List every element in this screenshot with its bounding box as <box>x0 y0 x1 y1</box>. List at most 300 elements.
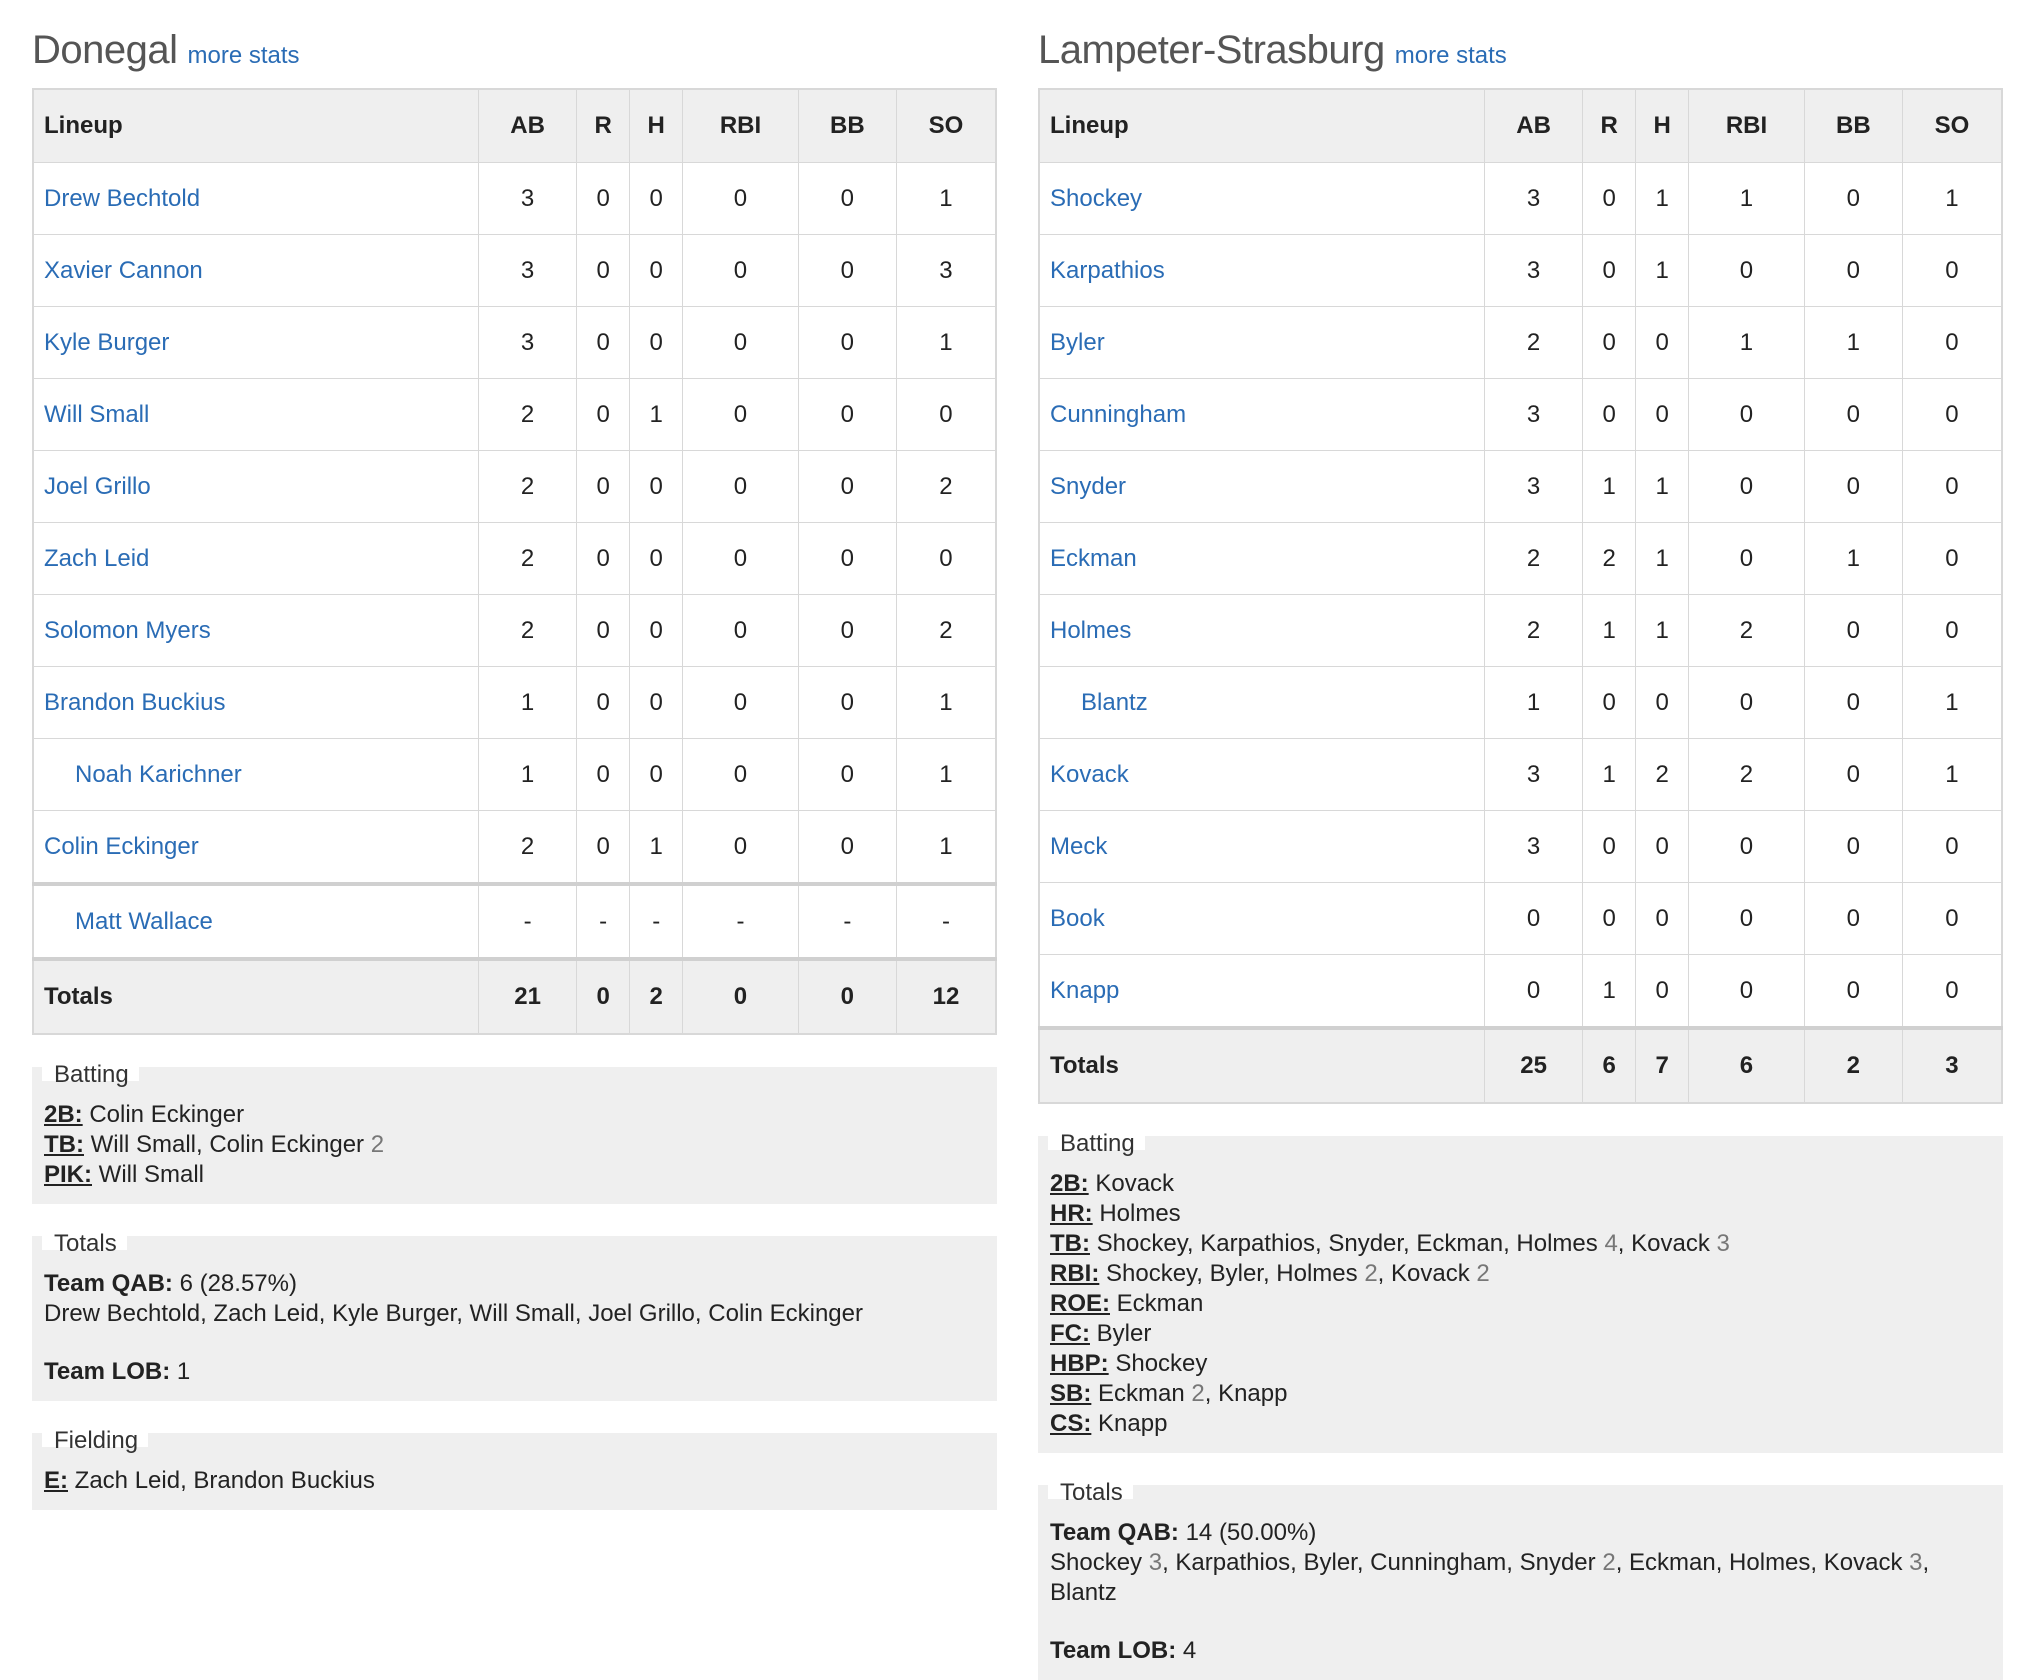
stat-bb: 0 <box>1804 739 1902 811</box>
stat-r: 0 <box>577 451 630 523</box>
stat-so: 3 <box>896 235 996 307</box>
column-header-lineup: Lineup <box>33 89 479 163</box>
player-name-cell <box>33 307 479 379</box>
stat-count: 2 <box>1476 1260 1490 1287</box>
total-bb: 2 <box>1804 1028 1902 1103</box>
stat-text: Eckman <box>1110 1290 1204 1317</box>
lineup-totals <box>33 959 996 1034</box>
player-link[interactable]: Cunningham <box>1050 400 1187 428</box>
batting-box <box>1038 1130 2003 1453</box>
player-name-cell <box>33 379 479 451</box>
player-link[interactable]: Joel Grillo <box>44 472 151 500</box>
player-name-cell <box>1039 883 1485 955</box>
player-name-cell <box>33 235 479 307</box>
player-name-cell <box>33 451 479 523</box>
stat-text: , Eckman, Holmes, Kovack <box>1615 1549 1910 1576</box>
stat-count: 2 <box>1602 1549 1616 1576</box>
stat-abbr: HR: <box>1050 1200 1093 1227</box>
team-lob-label: Team LOB: <box>44 1358 171 1385</box>
stat-h: 1 <box>1636 163 1689 235</box>
stat-bb: 0 <box>1804 379 1902 451</box>
stat-ab: 3 <box>479 307 577 379</box>
player-name-cell <box>1039 811 1485 883</box>
stat-ab: 1 <box>479 667 577 739</box>
stat-so: 1 <box>896 307 996 379</box>
stat-so: 0 <box>1902 451 2002 523</box>
total-ab: 25 <box>1485 1028 1583 1103</box>
player-link[interactable]: Byler <box>1050 328 1105 356</box>
stat-so: 0 <box>1902 307 2002 379</box>
stat-rbi: 0 <box>1689 811 1805 883</box>
stat-rbi: 0 <box>683 235 799 307</box>
column-header-rbi: RBI <box>1689 89 1805 163</box>
stat-text: , Knapp <box>1204 1380 1288 1407</box>
stat-r: 1 <box>1583 955 1636 1029</box>
stat-line <box>1050 1349 1991 1379</box>
stat-rbi: 0 <box>1689 235 1805 307</box>
player-row <box>33 379 996 451</box>
stat-h: 1 <box>630 811 683 885</box>
stat-h: - <box>630 884 683 959</box>
player-row <box>33 739 996 811</box>
player-row <box>33 307 996 379</box>
stat-text: Kovack <box>1088 1170 1175 1197</box>
stat-count: 2 <box>1191 1380 1205 1407</box>
stat-abbr: RBI: <box>1050 1260 1100 1287</box>
stat-bb: - <box>798 884 896 959</box>
lineup-table <box>32 88 997 1035</box>
stat-r: 0 <box>1583 163 1636 235</box>
lineup-header <box>1039 89 2002 163</box>
column-header-h: H <box>1636 89 1689 163</box>
stat-text: Shockey <box>1108 1350 1208 1377</box>
stat-h: 0 <box>1636 379 1689 451</box>
stat-r: - <box>577 884 630 959</box>
lineup-body <box>1039 163 2002 1029</box>
stat-bb: 0 <box>798 235 896 307</box>
player-link[interactable]: Will Small <box>44 400 150 428</box>
player-name-cell <box>1039 595 1485 667</box>
player-row <box>33 595 996 667</box>
stat-text: Holmes <box>1092 1200 1181 1227</box>
player-row <box>1039 955 2002 1029</box>
stat-so: 2 <box>896 595 996 667</box>
stat-bb: 0 <box>798 739 896 811</box>
stat-rbi: 0 <box>1689 379 1805 451</box>
player-link[interactable]: Knapp <box>1050 976 1120 1004</box>
stat-r: 0 <box>577 523 630 595</box>
player-name-cell <box>1039 235 1485 307</box>
totals-row <box>1039 1028 2002 1103</box>
player-link[interactable]: Meck <box>1050 832 1108 860</box>
stat-text: Will Small, Colin Eckinger <box>83 1131 371 1158</box>
stat-rbi: 0 <box>683 451 799 523</box>
player-link[interactable]: Blantz <box>1081 688 1148 716</box>
player-link[interactable]: Holmes <box>1050 616 1132 644</box>
column-header-r: R <box>577 89 630 163</box>
batting-box <box>32 1061 997 1204</box>
team-section-lampeter-strasburg <box>1038 28 2003 1680</box>
stat-r: 0 <box>1583 235 1636 307</box>
player-name-cell <box>1039 955 1485 1029</box>
stat-bb: 0 <box>1804 883 1902 955</box>
stat-h: 1 <box>1636 235 1689 307</box>
stat-ab: 2 <box>479 523 577 595</box>
stat-ab: 2 <box>479 811 577 885</box>
team-qab-line <box>1050 1518 1991 1548</box>
stat-h: 1 <box>630 379 683 451</box>
stat-r: 0 <box>1583 883 1636 955</box>
batting-box-title: Batting <box>1048 1126 1145 1150</box>
stat-bb: 0 <box>1804 163 1902 235</box>
stat-count: 2 <box>370 1131 385 1158</box>
stat-text: , <box>1922 1549 1930 1576</box>
player-row <box>33 451 996 523</box>
stat-h: 1 <box>1636 523 1689 595</box>
totals-row <box>33 959 996 1034</box>
stat-ab: 0 <box>1485 955 1583 1029</box>
stat-h: 0 <box>630 595 683 667</box>
stat-text: Byler <box>1089 1320 1152 1347</box>
player-row <box>1039 595 2002 667</box>
player-name-cell <box>33 595 479 667</box>
stat-text: Shockey, Byler, Holmes <box>1099 1260 1365 1287</box>
totals-label: Totals <box>33 959 479 1034</box>
stat-h: 0 <box>630 451 683 523</box>
team-lob-value: 1 <box>170 1358 191 1385</box>
player-row <box>1039 163 2002 235</box>
team-qab-players <box>44 1299 985 1329</box>
stat-bb: 0 <box>1804 811 1902 883</box>
stat-rbi: 0 <box>683 595 799 667</box>
stat-bb: 1 <box>1804 523 1902 595</box>
more-stats-link[interactable]: more stats <box>1394 42 1507 69</box>
team-lob-value: 4 <box>1176 1637 1197 1664</box>
stat-h: 0 <box>630 307 683 379</box>
header-row <box>33 89 996 163</box>
stat-ab: 2 <box>1485 595 1583 667</box>
stat-ab: 3 <box>479 235 577 307</box>
team-lob-label: Team LOB: <box>1050 1637 1177 1664</box>
stat-r: 0 <box>577 235 630 307</box>
column-header-ab: AB <box>479 89 577 163</box>
team-qab-label: Team QAB: <box>1050 1519 1179 1546</box>
stat-ab: 2 <box>479 595 577 667</box>
stat-bb: 0 <box>798 451 896 523</box>
stat-abbr: ROE: <box>1050 1290 1110 1317</box>
stat-abbr: SB: <box>1050 1380 1092 1407</box>
stat-abbr: PIK: <box>44 1161 92 1188</box>
stat-so: 1 <box>896 163 996 235</box>
player-row <box>1039 451 2002 523</box>
team-qab-value: 14 (50.00%) <box>1178 1519 1317 1546</box>
stat-so: 2 <box>896 451 996 523</box>
team-qab-label: Team QAB: <box>44 1270 173 1297</box>
stat-r: 0 <box>577 667 630 739</box>
stat-rbi: 0 <box>683 523 799 595</box>
stat-text: Blantz <box>1050 1579 1117 1606</box>
stat-abbr: CS: <box>1050 1410 1092 1437</box>
player-link[interactable]: Matt Wallace <box>75 907 213 935</box>
player-name-cell <box>1039 163 1485 235</box>
stat-so: - <box>896 884 996 959</box>
stat-so: 1 <box>896 811 996 885</box>
player-name-cell <box>33 739 479 811</box>
stat-line <box>44 1100 985 1130</box>
stat-abbr: 2B: <box>44 1101 83 1128</box>
stat-so: 1 <box>896 739 996 811</box>
stat-r: 0 <box>577 595 630 667</box>
total-ab: 21 <box>479 959 577 1034</box>
player-link[interactable]: Solomon Myers <box>44 616 211 644</box>
lineup-body <box>33 163 996 960</box>
stat-so: 0 <box>1902 811 2002 883</box>
player-name-cell <box>33 163 479 235</box>
stat-rbi: 0 <box>683 307 799 379</box>
stat-line <box>1050 1319 1991 1349</box>
stat-so: 1 <box>1902 667 2002 739</box>
stat-so: 1 <box>1902 739 2002 811</box>
stat-h: 0 <box>630 163 683 235</box>
team-qab-players <box>1050 1548 1991 1608</box>
stat-rbi: 0 <box>1689 523 1805 595</box>
player-name-cell <box>33 523 479 595</box>
player-name-cell <box>33 811 479 885</box>
more-stats-link[interactable]: more stats <box>187 42 300 69</box>
stat-count: 3 <box>1716 1230 1730 1257</box>
team-header <box>32 28 997 86</box>
stat-h: 0 <box>630 739 683 811</box>
player-name-cell <box>33 667 479 739</box>
stat-bb: 0 <box>1804 595 1902 667</box>
team-totals-box-title: Totals <box>42 1226 127 1250</box>
player-row <box>1039 883 2002 955</box>
stat-text: Shockey <box>1050 1549 1149 1576</box>
stat-text: Will Small <box>92 1161 204 1188</box>
team-lob-line <box>1050 1636 1991 1666</box>
player-name-cell <box>1039 739 1485 811</box>
stat-text: Knapp <box>1091 1410 1168 1437</box>
player-link[interactable]: Kyle Burger <box>44 328 170 356</box>
stat-r: 0 <box>1583 379 1636 451</box>
spacer <box>1050 1608 1991 1636</box>
stat-abbr: TB: <box>44 1131 84 1158</box>
spacer <box>44 1329 985 1357</box>
column-header-rbi: RBI <box>683 89 799 163</box>
stat-bb: 0 <box>1804 955 1902 1029</box>
stat-so: 0 <box>1902 379 2002 451</box>
team-section-donegal <box>32 28 997 1510</box>
stat-text: Zach Leid, Brandon Buckius <box>68 1467 375 1494</box>
stat-abbr: FC: <box>1050 1320 1090 1347</box>
player-row <box>33 667 996 739</box>
stat-so: 0 <box>1902 595 2002 667</box>
total-r: 0 <box>577 959 630 1034</box>
stat-r: 0 <box>1583 667 1636 739</box>
player-link[interactable]: Noah Karichner <box>75 760 242 788</box>
team-qab-line <box>44 1269 985 1299</box>
player-row <box>1039 739 2002 811</box>
stat-r: 0 <box>577 163 630 235</box>
stat-r: 0 <box>1583 811 1636 883</box>
team-name: Lampeter-Strasburg <box>1038 28 1385 72</box>
batting-box-title: Batting <box>42 1057 139 1081</box>
stat-r: 0 <box>577 307 630 379</box>
lineup-totals <box>1039 1028 2002 1103</box>
stat-ab: 3 <box>1485 235 1583 307</box>
stat-ab: 0 <box>1485 883 1583 955</box>
player-link[interactable]: Zach Leid <box>44 544 150 572</box>
stat-text: Colin Eckinger <box>82 1101 245 1128</box>
player-link[interactable]: Brandon Buckius <box>44 688 226 716</box>
stat-so: 0 <box>1902 955 2002 1029</box>
total-h: 7 <box>1636 1028 1689 1103</box>
stat-so: 0 <box>896 379 996 451</box>
stat-bb: 0 <box>1804 235 1902 307</box>
stat-line <box>1050 1199 1991 1229</box>
player-row <box>33 811 996 885</box>
stat-so: 0 <box>896 523 996 595</box>
player-name-cell <box>1039 667 1485 739</box>
stat-r: 1 <box>1583 739 1636 811</box>
stat-rbi: 2 <box>1689 739 1805 811</box>
total-so: 12 <box>896 959 996 1034</box>
stat-abbr: 2B: <box>1050 1170 1089 1197</box>
stat-bb: 0 <box>1804 667 1902 739</box>
player-link[interactable]: Shockey <box>1050 184 1143 212</box>
stat-text: , Kovack <box>1377 1260 1477 1287</box>
stat-line <box>1050 1229 1991 1259</box>
stat-ab: 3 <box>479 163 577 235</box>
stat-ab: - <box>479 884 577 959</box>
stat-rbi: 0 <box>1689 667 1805 739</box>
stat-so: 0 <box>1902 883 2002 955</box>
stat-line <box>1050 1409 1991 1439</box>
player-row <box>33 523 996 595</box>
stat-rbi: 0 <box>1689 883 1805 955</box>
player-row <box>1039 379 2002 451</box>
stat-abbr: TB: <box>1050 1230 1090 1257</box>
stat-h: 0 <box>1636 811 1689 883</box>
player-row <box>1039 667 2002 739</box>
stat-ab: 3 <box>1485 379 1583 451</box>
team-totals-box <box>32 1230 997 1401</box>
player-link[interactable]: Drew Bechtold <box>44 184 201 212</box>
stat-line <box>1050 1259 1991 1289</box>
column-header-h: H <box>630 89 683 163</box>
stat-text: , Karpathios, Byler, Cunningham, Snyder <box>1162 1549 1603 1576</box>
player-name-cell <box>1039 307 1485 379</box>
stat-r: 0 <box>577 811 630 885</box>
stat-bb: 0 <box>798 307 896 379</box>
stat-h: 0 <box>1636 307 1689 379</box>
column-header-ab: AB <box>1485 89 1583 163</box>
player-row <box>1039 235 2002 307</box>
stat-text: , Kovack <box>1617 1230 1717 1257</box>
stat-bb: 0 <box>798 523 896 595</box>
stat-rbi: 0 <box>683 739 799 811</box>
total-so: 3 <box>1902 1028 2002 1103</box>
stat-ab: 1 <box>479 739 577 811</box>
stat-rbi: 1 <box>1689 307 1805 379</box>
total-rbi: 6 <box>1689 1028 1805 1103</box>
stat-rbi: 0 <box>683 163 799 235</box>
total-r: 6 <box>1583 1028 1636 1103</box>
fielding-box-title: Fielding <box>42 1423 148 1447</box>
player-name-cell <box>33 884 479 959</box>
player-name-cell <box>1039 451 1485 523</box>
stat-bb: 0 <box>1804 451 1902 523</box>
stat-ab: 3 <box>1485 451 1583 523</box>
player-link[interactable]: Snyder <box>1050 472 1127 500</box>
stat-line <box>1050 1379 1991 1409</box>
stat-h: 0 <box>630 667 683 739</box>
player-link[interactable]: Xavier Cannon <box>44 256 203 284</box>
lineup-header <box>33 89 996 163</box>
stat-abbr: HBP: <box>1050 1350 1109 1377</box>
stat-rbi: 0 <box>683 667 799 739</box>
column-header-bb: BB <box>798 89 896 163</box>
lineup-table <box>1038 88 2003 1104</box>
stat-abbr: E: <box>44 1467 68 1494</box>
team-totals-box <box>1038 1479 2003 1680</box>
stat-line <box>44 1160 985 1190</box>
stat-ab: 3 <box>1485 163 1583 235</box>
stat-line <box>44 1466 985 1496</box>
player-row <box>1039 811 2002 883</box>
stat-ab: 3 <box>1485 739 1583 811</box>
stat-h: 0 <box>1636 955 1689 1029</box>
team-header <box>1038 28 2003 86</box>
player-link[interactable]: Colin Eckinger <box>44 832 199 860</box>
player-row <box>33 235 996 307</box>
stat-rbi: 2 <box>1689 595 1805 667</box>
stat-so: 0 <box>1902 523 2002 595</box>
column-header-so: SO <box>896 89 996 163</box>
stat-h: 0 <box>1636 883 1689 955</box>
team-lob-line <box>44 1357 985 1387</box>
stat-ab: 2 <box>1485 307 1583 379</box>
stat-count: 3 <box>1148 1549 1163 1576</box>
stat-line <box>44 1130 985 1160</box>
stat-r: 0 <box>1583 307 1636 379</box>
stat-text: Drew Bechtold, Zach Leid, Kyle Burger, Will Small, Joel Grillo, Colin Eckinger <box>44 1300 863 1327</box>
header-row <box>1039 89 2002 163</box>
column-header-bb: BB <box>1804 89 1902 163</box>
player-link[interactable]: Eckman <box>1050 544 1137 572</box>
player-link[interactable]: Karpathios <box>1050 256 1165 284</box>
stat-rbi: 0 <box>683 379 799 451</box>
player-row <box>1039 523 2002 595</box>
player-row <box>1039 307 2002 379</box>
stat-bb: 0 <box>798 379 896 451</box>
stat-ab: 2 <box>479 451 577 523</box>
stat-ab: 2 <box>1485 523 1583 595</box>
stat-ab: 2 <box>479 379 577 451</box>
stat-r: 0 <box>577 739 630 811</box>
stat-bb: 1 <box>1804 307 1902 379</box>
stat-so: 0 <box>1902 235 2002 307</box>
stat-h: 0 <box>1636 667 1689 739</box>
player-link[interactable]: Book <box>1050 904 1105 932</box>
stat-ab: 1 <box>1485 667 1583 739</box>
player-link[interactable]: Kovack <box>1050 760 1129 788</box>
stat-count: 2 <box>1364 1260 1378 1287</box>
stat-bb: 0 <box>798 811 896 885</box>
stat-bb: 0 <box>798 163 896 235</box>
stat-ab: 3 <box>1485 811 1583 883</box>
player-name-cell <box>1039 379 1485 451</box>
